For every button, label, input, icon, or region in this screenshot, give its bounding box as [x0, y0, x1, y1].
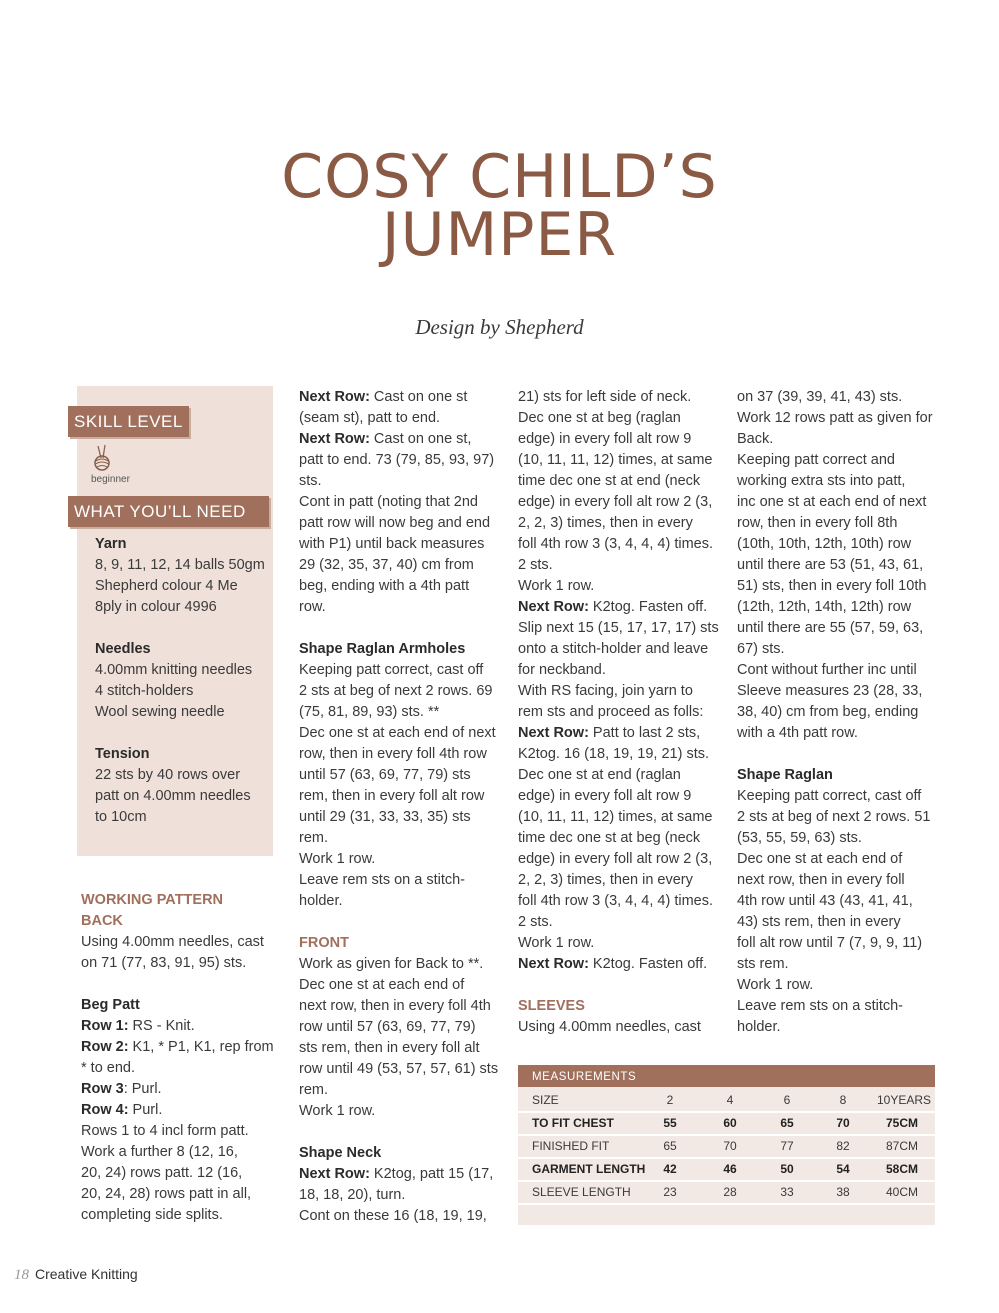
text-line: 2, 2, 3) times, then in every	[518, 515, 693, 531]
title-line-2: JUMPER	[381, 200, 618, 270]
column-3	[518, 387, 723, 1038]
row-divider	[518, 1203, 935, 1205]
text-line: Cont in patt (noting that 2nd	[299, 494, 478, 510]
byline: Design by Shepherd	[415, 315, 584, 339]
cell: 33	[780, 1185, 794, 1199]
cell: 54	[836, 1162, 850, 1176]
text-line: Cont without further inc until	[737, 662, 917, 678]
cell: 65	[663, 1139, 677, 1153]
text-line: Work 1 row.	[518, 935, 595, 951]
text-line: Dec one st at each end of next	[299, 725, 496, 741]
text-line: with P1) until back measures	[299, 536, 485, 552]
text-line: Sleeve measures 23 (28, 33,	[737, 683, 923, 699]
text-line: inc one st at each end of next	[737, 494, 927, 510]
text-line: Using 4.00mm needles, cast	[518, 1019, 701, 1035]
cell: 8	[839, 1093, 847, 1107]
row-label: SIZE	[532, 1093, 559, 1107]
text-line: Work 1 row.	[518, 578, 595, 594]
cell: 60	[723, 1116, 737, 1130]
materials-list	[95, 534, 270, 828]
text-line: Leave rem sts on a stitch-	[299, 872, 466, 888]
row-label: SLEEVE LENGTH	[532, 1185, 631, 1199]
next-row: Next Row: Patt to last 2 sts,	[518, 725, 701, 741]
text-line: completing side splits.	[81, 1207, 223, 1223]
cell: 70	[836, 1116, 850, 1130]
cell: 23	[663, 1185, 677, 1199]
text-line: Work 12 rows patt as given for	[737, 410, 933, 426]
text-line: Slip next 15 (15, 17, 17, 17) sts	[518, 620, 719, 636]
cell: 65	[780, 1116, 794, 1130]
row-3: Row 3: Purl.	[81, 1081, 162, 1097]
text-line: K2tog. 16 (18, 19, 19, 21) sts.	[518, 746, 710, 762]
text-line: on 71 (77, 83, 91, 95) sts.	[81, 955, 247, 971]
text-line: on 37 (39, 39, 41, 43) sts.	[737, 389, 903, 405]
text-line: 21) sts for left side of neck.	[518, 389, 692, 405]
front-heading: FRONT	[299, 935, 349, 951]
text-line: With RS facing, join yarn to	[518, 683, 693, 699]
cell: 70	[723, 1139, 737, 1153]
tension-line: 22 sts by 40 rows over	[95, 767, 241, 783]
text-line: 51) sts, then in every foll 10th	[737, 578, 927, 594]
cell: 40CM	[885, 1185, 918, 1199]
text-line: sts.	[299, 473, 322, 489]
text-line: 20, 24, 28) rows patt in all,	[81, 1186, 252, 1202]
text-line: Rows 1 to 4 incl form patt.	[81, 1123, 249, 1139]
text-line: (10, 11, 11, 12) times, at same	[518, 809, 713, 825]
next-row: Next Row: Cast on one st	[299, 389, 468, 405]
cell: 10YEARS	[877, 1093, 932, 1107]
text-line: edge) in every foll alt row 2 (3,	[518, 851, 713, 867]
needles-line: 4.00mm knitting needles	[95, 662, 253, 678]
text-line: 38, 40) cm from beg, ending	[737, 704, 919, 720]
measurements-table	[518, 1065, 935, 1225]
table-row	[518, 1135, 935, 1157]
cell: 46	[723, 1162, 737, 1176]
text-line: 29 (32, 35, 37, 40) cm from	[299, 557, 474, 573]
column-4	[737, 387, 942, 1038]
yarn-ball-icon	[92, 444, 112, 472]
text-line: Cont on these 16 (18, 19, 19,	[299, 1208, 487, 1224]
text-line: Work as given for Back to **.	[299, 956, 484, 972]
next-row: Next Row: Cast on one st,	[299, 431, 472, 447]
yarn-line: 8ply in colour 4996	[95, 599, 217, 615]
shape-raglan-armholes-heading: Shape Raglan Armholes	[299, 641, 466, 657]
shape-neck-heading: Shape Neck	[299, 1145, 382, 1161]
text-line: 20, 24) rows patt. 12 (16,	[81, 1165, 243, 1181]
row-label: GARMENT LENGTH	[532, 1162, 646, 1176]
text-line: row.	[299, 599, 326, 615]
text-line: rem.	[299, 1082, 328, 1098]
yarn-heading: Yarn	[95, 536, 127, 552]
text-line: row, then in every foll 8th	[737, 515, 898, 531]
text-line: until there are 55 (57, 59, 63,	[737, 620, 924, 636]
cell: 38	[836, 1185, 850, 1199]
text-line: Work 1 row.	[737, 977, 814, 993]
measurements-heading: MEASUREMENTS	[518, 1065, 935, 1087]
table-row	[518, 1181, 935, 1203]
text-line: patt row will now beg and end	[299, 515, 491, 531]
text-line: 2 sts.	[518, 557, 553, 573]
cell: 58CM	[885, 1162, 918, 1176]
page-footer	[14, 1266, 138, 1284]
cell: 77	[780, 1139, 794, 1153]
text-line: 43) sts rem, then in every	[737, 914, 901, 930]
text-line: until 29 (31, 33, 33, 35) sts	[299, 809, 471, 825]
text-line: Dec one st at end (raglan	[518, 767, 681, 783]
cell: 87CM	[885, 1139, 918, 1153]
text-line: Dec one st at each end of	[737, 851, 903, 867]
cell: 6	[783, 1093, 791, 1107]
tension-line: to 10cm	[95, 809, 147, 825]
cell: 75CM	[885, 1116, 918, 1130]
cell: 4	[726, 1093, 734, 1107]
text-line: row, then in every foll 4th row	[299, 746, 487, 762]
skill-level-label: beginner	[91, 474, 130, 485]
sleeves-heading: SLEEVES	[518, 998, 585, 1014]
cell: 50	[780, 1162, 794, 1176]
next-row: Next Row: K2tog, patt 15 (17,	[299, 1166, 494, 1182]
cell: 82	[836, 1139, 850, 1153]
cell: 2	[666, 1093, 674, 1107]
text-line: sts rem.	[737, 956, 789, 972]
table-row	[518, 1158, 935, 1180]
cell: 28	[723, 1185, 737, 1199]
text-line: edge) in every foll alt row 9	[518, 788, 692, 804]
text-line: time dec one st at beg (neck	[518, 830, 701, 846]
title-line-1: COSY CHILD’S	[281, 142, 718, 212]
text-line: * to end.	[81, 1060, 136, 1076]
text-line: foll 4th row 3 (3, 4, 4, 4) times.	[518, 536, 714, 552]
text-line: Dec one st at beg (raglan	[518, 410, 681, 426]
text-line: for neckband.	[518, 662, 606, 678]
text-line: 2 sts at beg of next 2 rows. 69	[299, 683, 493, 699]
text-line: (seam st), patt to end.	[299, 410, 441, 426]
cell: 55	[663, 1116, 677, 1130]
text-line: until there are 53 (51, 43, 61,	[737, 557, 924, 573]
needles-line: Wool sewing needle	[95, 704, 225, 720]
text-line: edge) in every foll alt row 9	[518, 431, 692, 447]
needles-heading: Needles	[95, 641, 151, 657]
text-line: rem.	[299, 830, 328, 846]
text-line: Work 1 row.	[299, 1103, 376, 1119]
text-line: Leave rem sts on a stitch-	[737, 998, 904, 1014]
text-line: next row, then in every foll 4th	[299, 998, 491, 1014]
row-label: TO FIT CHEST	[532, 1116, 614, 1130]
text-line: rem, then in every foll alt row	[299, 788, 485, 804]
column-1	[81, 890, 286, 1226]
text-line: foll 4th row 3 (3, 4, 4, 4) times.	[518, 893, 714, 909]
column-2	[299, 387, 504, 1227]
text-line: Keeping patt correct, cast off	[737, 788, 922, 804]
skill-level-heading: SKILL LEVEL	[68, 406, 189, 437]
row-2: Row 2: K1, * P1, K1, rep from	[81, 1039, 274, 1055]
text-line: 2 sts.	[518, 914, 553, 930]
shape-raglan-heading: Shape Raglan	[737, 767, 833, 783]
text-line: edge) in every foll alt row 2 (3,	[518, 494, 713, 510]
text-line: holder.	[737, 1019, 781, 1035]
text-line: sts rem, then in every foll alt	[299, 1040, 480, 1056]
table-row	[518, 1112, 935, 1134]
text-line: row until 57 (63, 69, 77, 79)	[299, 1019, 476, 1035]
next-row: Next Row: K2tog. Fasten off.	[518, 599, 708, 615]
text-line: 67) sts.	[737, 641, 785, 657]
text-line: next row, then in every foll	[737, 872, 905, 888]
text-line: foll alt row until 7 (7, 9, 9, 11)	[737, 935, 923, 951]
row-label: FINISHED FIT	[532, 1139, 610, 1153]
magazine-name: Creative Knitting	[35, 1266, 138, 1282]
working-pattern-heading: WORKING PATTERN	[81, 892, 224, 908]
page-number: 18	[14, 1267, 29, 1283]
table-row	[518, 1089, 935, 1111]
text-line: (10th, 10th, 12th, 10th) row	[737, 536, 912, 552]
text-line: 18, 18, 20), turn.	[299, 1187, 406, 1203]
text-line: holder.	[299, 893, 343, 909]
text-line: patt to end. 73 (79, 85, 93, 97)	[299, 452, 495, 468]
text-line: (10, 11, 11, 12) times, at same	[518, 452, 713, 468]
tension-line: patt on 4.00mm needles	[95, 788, 251, 804]
text-line: with a 4th patt row.	[737, 725, 858, 741]
text-line: Work 1 row.	[299, 851, 376, 867]
text-line: 2 sts at beg of next 2 rows. 51	[737, 809, 931, 825]
row-1: Row 1: RS - Knit.	[81, 1018, 195, 1034]
tension-heading: Tension	[95, 746, 150, 762]
text-line: Dec one st at each end of	[299, 977, 465, 993]
yarn-line: Shepherd colour 4 Me	[95, 578, 238, 594]
text-line: Back.	[737, 431, 774, 447]
text-line: Using 4.00mm needles, cast	[81, 934, 264, 950]
text-line: (75, 81, 89, 93) sts. **	[299, 704, 440, 720]
text-line: until 57 (63, 69, 77, 79) sts	[299, 767, 471, 783]
text-line: beg, ending with a 4th patt	[299, 578, 470, 594]
needles-line: 4 stitch-holders	[95, 683, 194, 699]
beg-patt-heading: Beg Patt	[81, 997, 140, 1013]
text-line: working extra sts into patt,	[737, 473, 906, 489]
cell: 42	[663, 1162, 677, 1176]
yarn-line: 8, 9, 11, 12, 14 balls 50gm	[95, 557, 265, 573]
next-row: Next Row: K2tog. Fasten off.	[518, 956, 708, 972]
text-line: Keeping patt correct, cast off	[299, 662, 484, 678]
text-line: 2, 2, 3) times, then in every	[518, 872, 693, 888]
row-4: Row 4: Purl.	[81, 1102, 163, 1118]
text-line: (53, 55, 59, 63) sts.	[737, 830, 862, 846]
text-line: row until 49 (53, 57, 57, 61) sts	[299, 1061, 499, 1077]
page-title	[0, 142, 999, 270]
back-heading: BACK	[81, 913, 123, 929]
what-you-need-heading: WHAT YOU’LL NEED	[68, 496, 269, 527]
text-line: Keeping patt correct and	[737, 452, 895, 468]
text-line: (12th, 12th, 14th, 12th) row	[737, 599, 912, 615]
text-line: onto a stitch-holder and leave	[518, 641, 709, 657]
text-line: 4th row until 43 (43, 41, 41,	[737, 893, 913, 909]
text-line: time dec one st at end (neck	[518, 473, 701, 489]
text-line: rem sts and proceed as folls:	[518, 704, 704, 720]
text-line: Work a further 8 (12, 16,	[81, 1144, 238, 1160]
